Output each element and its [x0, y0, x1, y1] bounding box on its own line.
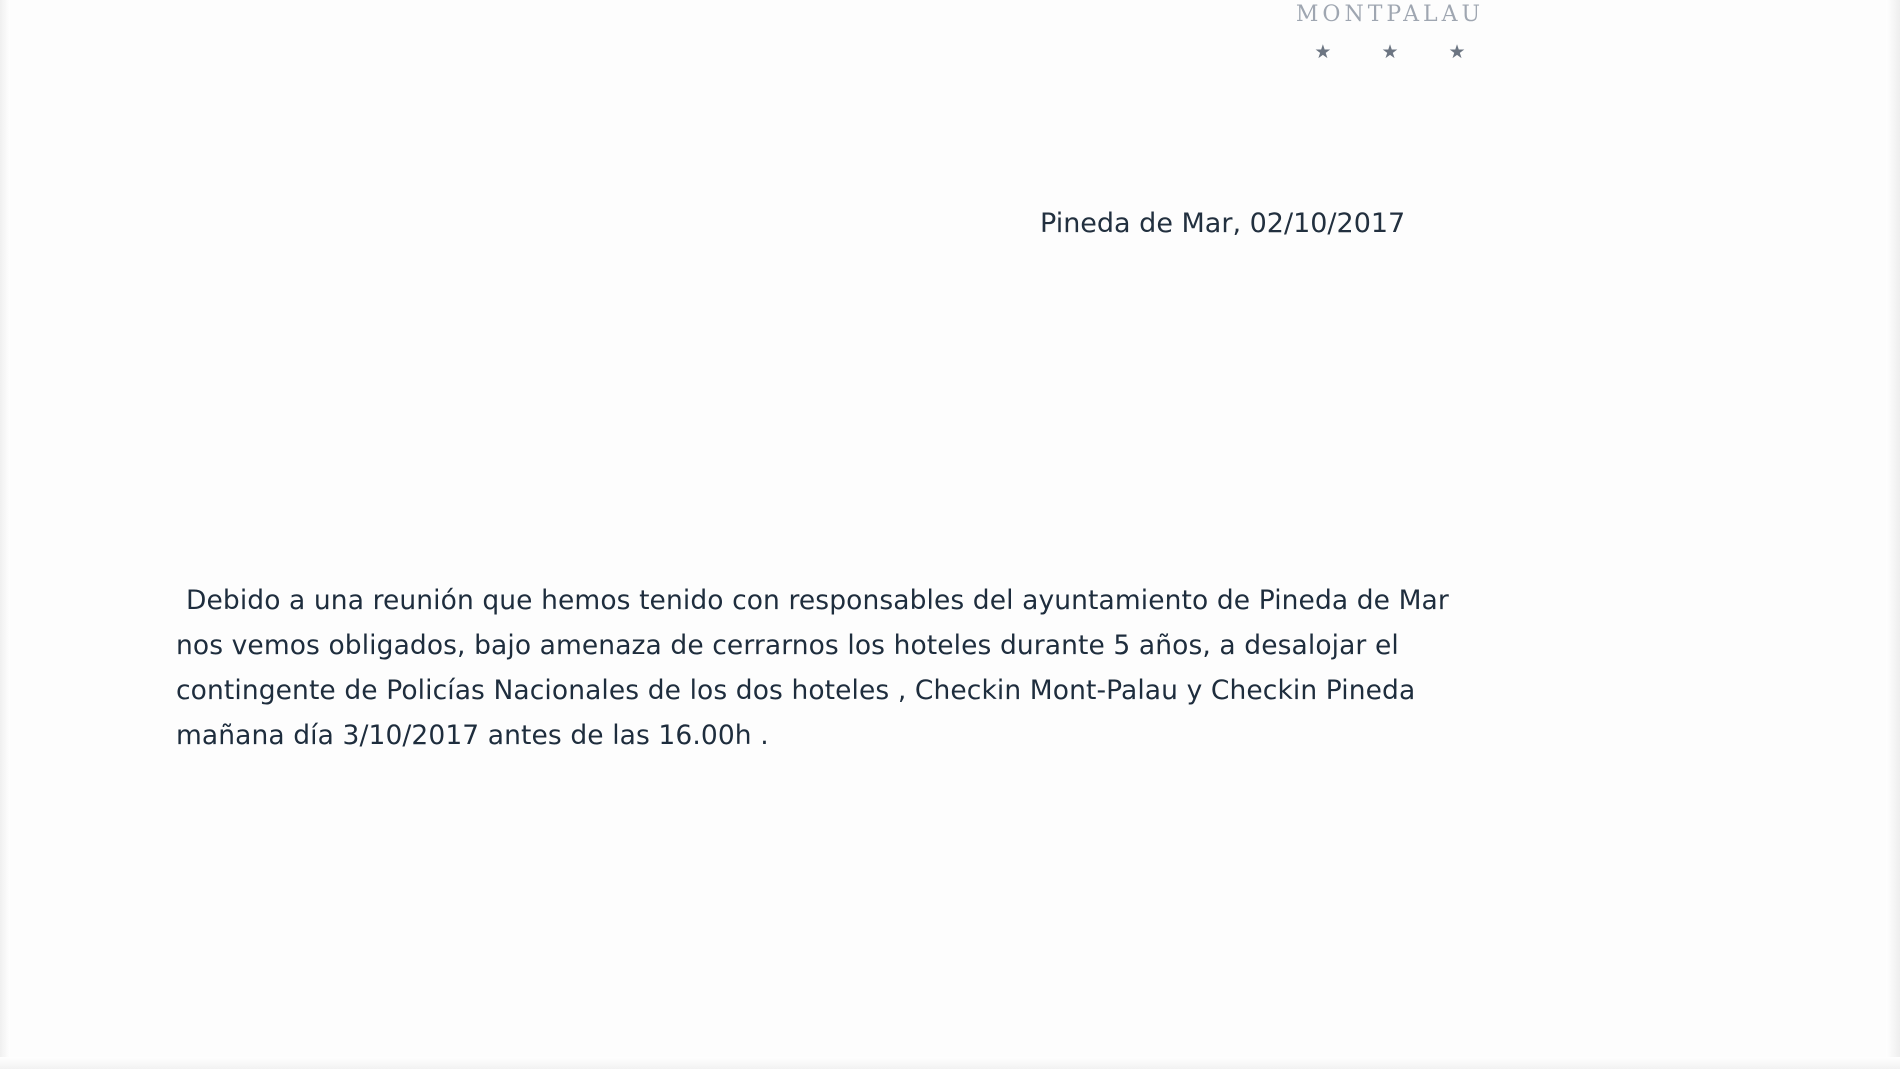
scan-edge-right — [1886, 0, 1900, 1069]
star-rating-icon: ★ ★ ★ — [1314, 41, 1488, 63]
letterhead-property-name: MONTPALAU — [1295, 2, 1485, 27]
body-line: Debido a una reunión que hemos tenido con responsables del ayuntamiento de Pineda de Mar — [186, 585, 1449, 616]
body-line: mañana día 3/10/2017 antes de las 16.00h . — [176, 720, 769, 751]
scan-edge-bottom — [0, 1057, 1900, 1069]
body-line: nos vemos obligados, bajo amenaza de cerrarnos los hoteles durante 5 años, a desalojar el — [176, 630, 1399, 661]
letterhead — [1180, 0, 1600, 63]
body-line: contingente de Policías Nacionales de los dos hoteles , Checkin Mont-Palau y Checkin Pineda — [176, 675, 1416, 706]
scan-edge-left — [0, 0, 10, 1069]
letter-body — [176, 578, 1449, 758]
date-and-place-line: Pineda de Mar, 02/10/2017 — [1040, 208, 1406, 239]
